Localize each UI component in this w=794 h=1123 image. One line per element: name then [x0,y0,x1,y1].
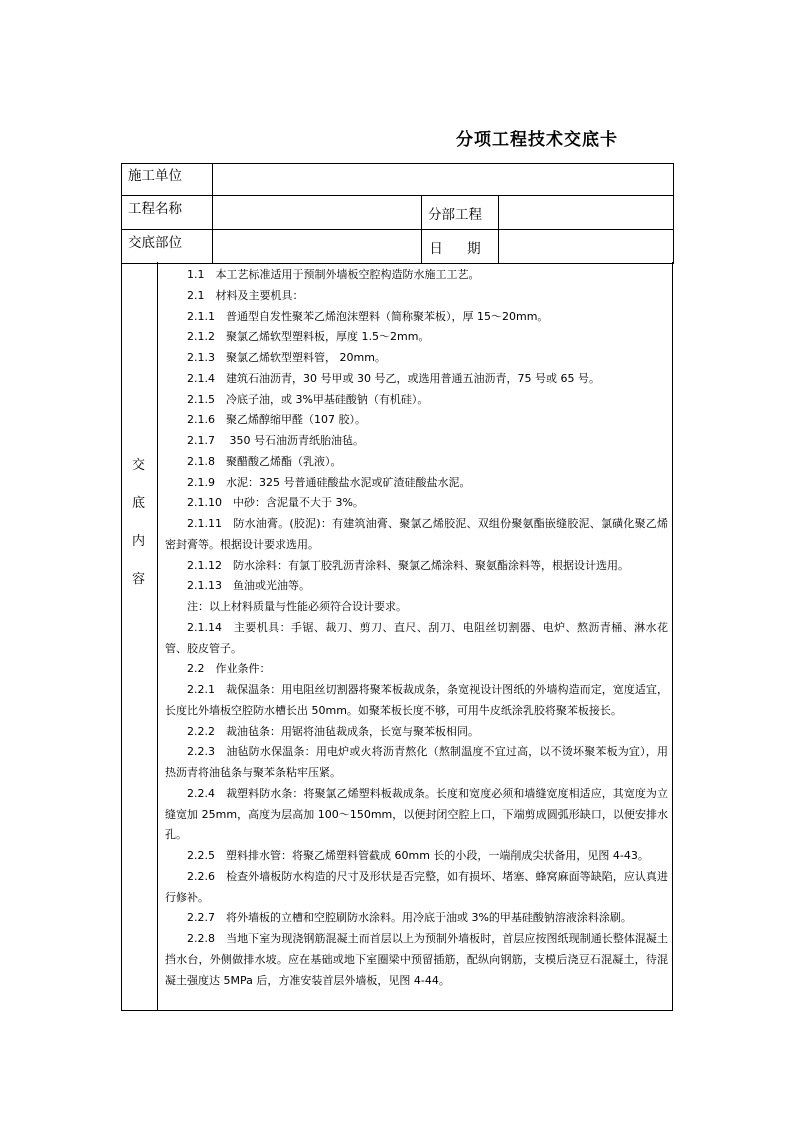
sub-label: 分部工程 [422,196,499,230]
date-label: 日 期 [422,230,499,264]
sub-value [499,196,674,230]
unit-label: 施工单位 [122,164,213,196]
paragraph: 2.2.4 裁塑料防水条：将聚氯乙烯塑料板裁成条。长度和宽度必须和墙缝宽度相适应，其宽度为立缝宽加 25mm，高度为层高加 100～150mm，以便封闭空腔上口，下端剪成圆弧形缺口，以便安排水孔。 [165,786,668,842]
date-value [499,230,674,264]
paragraph: 2.1.14 主要机具：手锯、裁刀、剪刀、直尺、刮刀、电阻丝切割器、电炉、熬沥青桶、淋水花管、胶皮管子。 [165,620,668,655]
side-char: 内 [132,534,146,549]
paragraph: 2.1.6 聚乙烯醇缩甲醛（107 胶）。 [187,413,366,427]
paragraph: 2.2.2 裁油毡条：用锯将油毡裁成条，长宽与聚苯板相同。 [187,724,479,738]
paragraph: 2.2.8 当地下室为现浇钢筋混凝土而首层以上为预制外墙板时，首层应按图纸现制通长整体混凝土挡水台，外侧做排水坡。应在基础或地下室圈梁中预留插筋，配纵向钢筋，支模后浇豆石混凝土，待混凝土强度达 5MPa 后，方准安装首层外墙板，见图 4-44。 [165,932,668,987]
project-value [213,196,422,230]
paragraph: 2.1.7 350 号石油沥青纸胎油毡。 [187,434,364,447]
paragraph: 2.1.5 冷底子油，或 3%甲基硅酸钠（有机硅）。 [187,392,429,406]
paragraph: 2.1.11 防水油膏。(胶泥)：有建筑油膏、聚氯乙烯胶泥、双组份聚氨酯嵌缝胶泥、氯磺化聚乙烯密封膏等。根据设计要求选用。 [165,517,668,551]
side-label [122,262,158,1010]
paragraph: 2.2.5 塑料排水管：将聚乙烯塑料管截成 60mm 长的小段，一端削成尖状备用，见图 4-43。 [187,849,649,862]
project-label: 工程名称 [122,196,213,230]
paragraph: 2.1.10 中砂：含泥量不大于 3%。 [187,496,364,510]
part-label: 交底部位 [122,230,213,264]
paragraph: 2.2.1 裁保温条：用电阻丝切割器将聚苯板裁成条，条宽视设计图纸的外墙构造而定，宽度适宜，长度比外墙板空腔防水槽长出 50mm。如聚苯板长度不够，可用牛皮纸涂乳胶将聚苯板接长。 [165,683,668,717]
paragraph: 2.1.3 聚氯乙烯软型塑料管， 20mm。 [187,351,386,364]
header-table [121,163,674,264]
paragraph: 2.1 材料及主要机具： [187,288,304,302]
paragraph: 1.1 本工艺标准适用于预制外墙板空腔构造防水施工工艺。 [187,268,480,281]
paragraph: 2.1.9 水泥：325 号普通硅酸盐水泥或矿渣硅酸盐水泥。 [187,475,471,489]
paragraph: 2.1.1 普通型自发性聚苯乙烯泡沫塑料（简称聚苯板），厚 15～20mm。 [187,309,549,323]
part-value [213,230,422,264]
paragraph: 2.1.4 建筑石油沥青，30 号甲或 30 号乙，或选用普通五油沥青，75 号或 65 号。 [187,371,600,385]
paragraph: 注：以上材料质量与性能必须符合设计要求。 [187,600,407,613]
paragraph: 2.1.13 鱼油或光油等。 [187,579,310,593]
content-text [165,265,668,991]
paragraph: 2.2 作业条件： [187,662,271,676]
paragraph: 2.2.7 将外墙板的立槽和空腔刷防水涂料。用冷底于油或 3%的甲基硅酸钠溶液涂料涂刷。 [187,911,632,925]
content-box [121,262,673,1011]
side-char: 底 [132,496,146,511]
side-char: 容 [132,572,146,587]
paragraph: 2.2.3 油毡防水保温条：用电炉或火将沥青熬化（熬制温度不宜过高，以不烫坏聚苯板为宜），用热沥青将油毡条与聚苯条粘牢压紧。 [165,745,668,779]
document-title: 分项工程技术交底卡 [456,130,618,150]
paragraph: 2.2.6 检查外墙板防水构造的尺寸及形状是否完整，如有损坏、堵塞、蜂窝麻面等缺陷，应认真进行修补。 [165,869,668,904]
unit-value [213,164,674,196]
paragraph: 2.1.8 聚醋酸乙烯酯（乳液）。 [187,454,342,468]
side-char: 交 [132,458,146,473]
paragraph: 2.1.2 聚氯乙烯软型塑料板，厚度 1.5～2mm。 [187,330,430,344]
paragraph: 2.1.12 防水涂料：有氯丁胶乳沥青涂料、聚氯乙烯涂料、聚氨酯涂料等，根据设计选用。 [187,558,629,572]
